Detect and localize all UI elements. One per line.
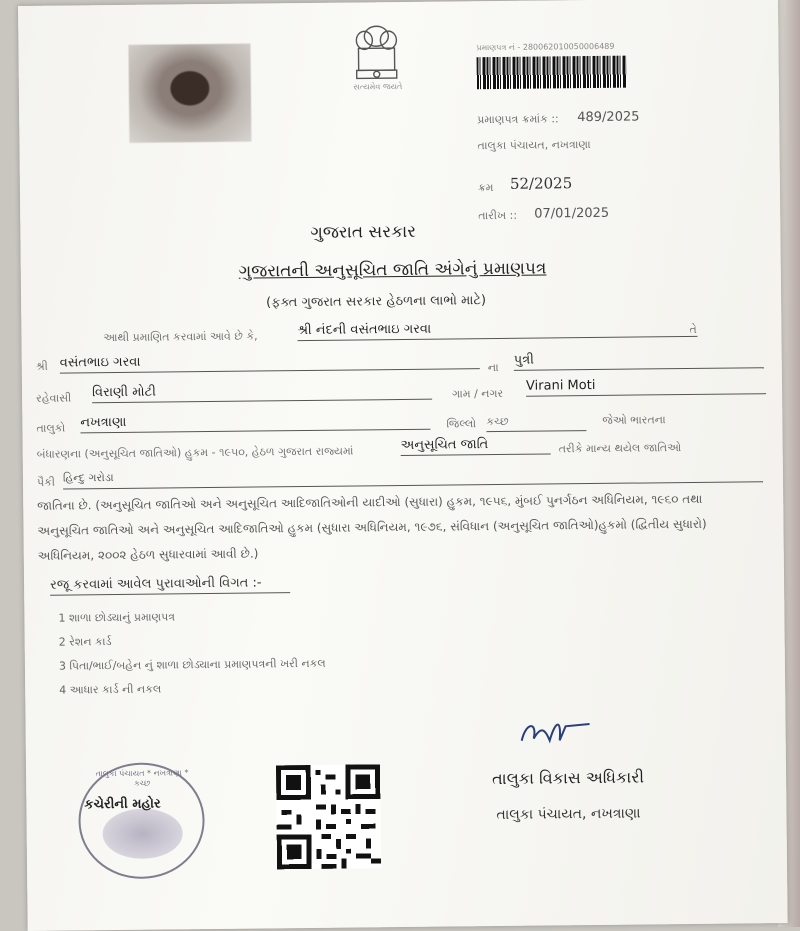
shri-label: શ્રી xyxy=(35,359,48,373)
office-seal xyxy=(78,762,205,879)
te-label: તે xyxy=(689,322,697,336)
kram-value: 52/2025 xyxy=(509,174,573,193)
village-label: ગામ / નગર xyxy=(452,386,504,401)
national-emblem-icon xyxy=(336,18,417,103)
certificate-subtitle: (ફક્ત ગુજરાત સરકાર હેઠળના લાભો માટે) xyxy=(266,293,487,311)
state-label: જેઓ ભારતના xyxy=(602,413,666,427)
emblem-caption: સત્યમેવ જયતે xyxy=(353,81,403,92)
proof-item: 3 પિતા/ભાઈ/બહેન નું શાળા છોડ્યાના પ્રમાણપત્રની ખરી નકલ xyxy=(58,656,326,673)
seal-ring-text: તાલુકા પંચાયત * નખત્રાણા * કચ્છ xyxy=(95,768,189,788)
barcode-text: પ્રમાણપત્ર નં - 280062010050006489 xyxy=(476,41,615,53)
caste-label: પૈકી xyxy=(36,475,56,489)
taluka-value: નખત્રાણા xyxy=(80,412,430,434)
proof-item: 2 રેશન કાર્ડ xyxy=(58,635,112,649)
cert-no: 489/2025 xyxy=(577,109,640,126)
officer-title: તાલુકા વિકાસ અધિકારી xyxy=(492,767,645,789)
applicant-name: શ્રી નંદની વસંતભાઇ ગરવા xyxy=(297,319,697,341)
proof-item: 1 શાળા છોડ્યાનું પ્રમાણપત્ર xyxy=(58,610,176,625)
relation-value: પુત્રી xyxy=(514,350,764,371)
officer-signature xyxy=(515,710,595,751)
proofs-title: રજૂ કરવામાં આવેલ પુરાવાઓની વિગત :- xyxy=(50,575,290,596)
order-text: બંધારણના (અનુસૂચિત જાતિઓ) હુકમ - ૧૯૫૦, હેઠળ ગુજરાત રાજ્યમાં xyxy=(36,444,354,461)
certificate-paper xyxy=(18,0,788,931)
district-label: જિલ્લો xyxy=(446,417,477,431)
relation-label: ના xyxy=(487,360,499,375)
qr-code xyxy=(276,764,381,869)
certify-label: આથી પ્રમાણિત કરવામાં આવે છે કે, xyxy=(103,329,258,345)
applicant-photo xyxy=(128,44,251,143)
recognized-label: તરીકે માન્ય થયેલ જાતિઓ xyxy=(558,441,682,456)
date-label: તારીખ :: xyxy=(478,208,518,223)
proof-item: 4 આધાર કાર્ડ ની નકલ xyxy=(59,682,162,697)
father-name: વસંતભાઇ ગરવા xyxy=(60,351,480,373)
seal-caption: કચેરીની મહોર xyxy=(84,796,161,813)
gov-title: ગુજરાત સરકાર xyxy=(310,221,417,243)
taluka-label: તાલુકો xyxy=(36,421,66,435)
certificate-title: ગુજરાતની અનુસૂચિત જાતિ અંગેનું પ્રમાણપત્ર xyxy=(238,258,547,282)
date-value: 07/01/2025 xyxy=(534,205,610,222)
issuer-line: તાલુકા પંચાયત, નખત્રાણા xyxy=(477,138,591,153)
village-value: Virani Moti xyxy=(526,376,766,397)
barcode xyxy=(477,56,627,90)
seal-emblem-icon xyxy=(102,808,183,859)
category-value: અનુસૂચિત જાતિ xyxy=(401,436,551,456)
kram-label: ક્રમ xyxy=(477,181,494,195)
resident-label: રહેવાસી xyxy=(36,391,72,405)
body-text: જાતિના છે. (અનુસૂચિત જાતિઓ અને અનુસૂચિત આદિજાતિઓની યાદીઓ (સુધારા) હુકમ, ૧૯૫૬, મુંબઈ પુનર્ગઠન અધિનિયમ, ૧૯૬૦ તથા અનુસૂચિત જાતિઓ અને અનુસૂચિત આદિજાતિઓ હુકમ (સુધારા અધિનિયમ, ૧૯૭૬, સંવિધાન (અનુસૂચિત જાતિઓ)હુકમો (દ્વિતીય સુધારો) અધિનિયમ, ૨૦૦૨ હેઠળ સુધારવામાં આવી છે.) xyxy=(37,491,707,563)
district-value: કચ્છ xyxy=(486,414,586,432)
caste-value: હિન્દુ ગરોડા xyxy=(63,464,763,489)
cert-no-label: પ્રમાણપત્ર ક્રમાંક :: xyxy=(477,112,559,127)
officer-office: તાલુકા પંચાયત, નખત્રાણા xyxy=(496,805,641,824)
resident-value: વિરાણી મોટી xyxy=(92,382,432,404)
